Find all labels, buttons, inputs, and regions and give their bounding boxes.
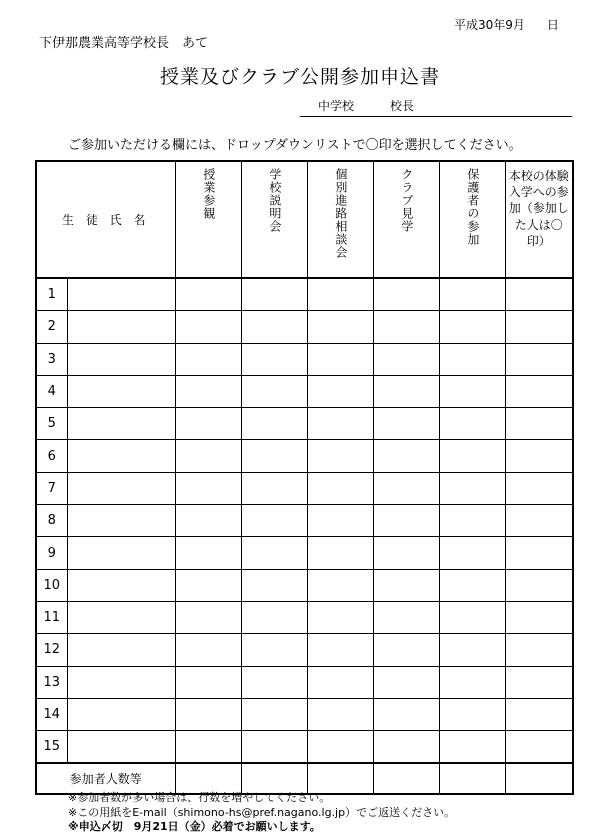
header-label: クラブ見学: [399, 168, 414, 233]
participation-select-cell[interactable]: [439, 731, 505, 764]
participation-select-cell[interactable]: [439, 343, 505, 375]
student-name-cell[interactable]: [67, 666, 175, 698]
participation-select-cell[interactable]: [505, 311, 573, 343]
header-trial-enrollment: 本校の体験入学への参加（参加した人は〇印）: [505, 161, 573, 278]
participation-select-cell[interactable]: [439, 666, 505, 698]
participation-select-cell[interactable]: [373, 343, 439, 375]
table-row: [36, 375, 573, 407]
note-line: ※この用紙をE-mail（shimono-hs@pref.nagano.lg.jp）でご返送ください。: [68, 805, 456, 819]
row-number: 10: [36, 569, 67, 601]
participation-select-cell[interactable]: [175, 634, 241, 666]
student-name-cell[interactable]: [67, 472, 175, 504]
header-career-consultation: [307, 161, 373, 278]
participation-select-cell[interactable]: [505, 408, 573, 440]
participation-select-cell[interactable]: [307, 278, 373, 311]
row-number: 14: [36, 698, 67, 730]
participation-select-cell[interactable]: [307, 731, 373, 764]
participation-select-cell[interactable]: [241, 569, 307, 601]
student-name-cell[interactable]: [67, 601, 175, 633]
participation-select-cell[interactable]: [241, 375, 307, 407]
participation-select-cell[interactable]: [373, 375, 439, 407]
participation-select-cell[interactable]: [373, 634, 439, 666]
note-line: ※参加者数が多い場合は、行数を増やしてください。: [68, 791, 331, 804]
instruction-text: ご参加いただける欄には、ドロップダウンリストで〇印を選択してください。: [68, 138, 522, 153]
student-name-cell[interactable]: [67, 698, 175, 730]
participation-select-cell[interactable]: [373, 472, 439, 504]
participation-select-cell[interactable]: [175, 440, 241, 472]
participation-select-cell[interactable]: [241, 731, 307, 764]
participation-select-cell[interactable]: [307, 601, 373, 633]
student-name-cell[interactable]: [67, 569, 175, 601]
participation-select-cell[interactable]: [307, 537, 373, 569]
principal-label: 校長: [390, 99, 415, 113]
header-label: 学校説明会: [267, 168, 282, 233]
table-row: [36, 440, 573, 472]
total-cell[interactable]: [373, 763, 439, 794]
participation-select-cell[interactable]: [439, 408, 505, 440]
participation-select-cell[interactable]: [373, 698, 439, 730]
date-text: 平成30年9月: [454, 18, 525, 32]
document-title: 授業及びクラブ公開参加申込書: [159, 66, 440, 88]
participation-select-cell[interactable]: [439, 278, 505, 311]
student-name-cell[interactable]: [67, 634, 175, 666]
row-number: 11: [36, 601, 67, 633]
student-name-cell[interactable]: [67, 505, 175, 537]
participation-select-cell[interactable]: [505, 634, 573, 666]
header-school-briefing: [241, 161, 307, 278]
participation-select-cell[interactable]: [307, 472, 373, 504]
participation-select-cell[interactable]: [307, 440, 373, 472]
total-label: 参加者人数等: [36, 763, 175, 794]
participation-select-cell[interactable]: [241, 311, 307, 343]
participation-select-cell[interactable]: [439, 472, 505, 504]
school-line: [318, 97, 414, 114]
participation-select-cell[interactable]: [241, 634, 307, 666]
header-label: 個別進路相談会: [333, 168, 348, 259]
participation-select-cell[interactable]: [175, 601, 241, 633]
participation-select-cell[interactable]: [241, 698, 307, 730]
participation-select-cell[interactable]: [241, 343, 307, 375]
row-number: 8: [36, 505, 67, 537]
participation-select-cell[interactable]: [175, 311, 241, 343]
participation-select-cell[interactable]: [241, 408, 307, 440]
student-name-cell[interactable]: [67, 408, 175, 440]
total-cell[interactable]: [175, 763, 241, 794]
participation-select-cell[interactable]: [307, 666, 373, 698]
participation-select-cell[interactable]: [175, 731, 241, 764]
total-cell[interactable]: [241, 763, 307, 794]
header-label: 保護者の参加: [465, 168, 480, 246]
participation-select-cell[interactable]: [241, 505, 307, 537]
participation-select-cell[interactable]: [175, 505, 241, 537]
participation-select-cell[interactable]: [373, 569, 439, 601]
participation-select-cell[interactable]: [439, 601, 505, 633]
day-label: 日: [546, 18, 559, 32]
participation-select-cell[interactable]: [373, 666, 439, 698]
row-number: 2: [36, 311, 67, 343]
participation-select-cell[interactable]: [241, 472, 307, 504]
total-cell[interactable]: [505, 763, 573, 794]
participation-select-cell[interactable]: [175, 537, 241, 569]
participation-select-cell[interactable]: [307, 408, 373, 440]
addressee: 下伊那農業高等学校長 あて: [39, 36, 209, 51]
table-row: [36, 343, 573, 375]
row-number: 4: [36, 375, 67, 407]
participation-select-cell[interactable]: [307, 311, 373, 343]
participation-select-cell[interactable]: [175, 375, 241, 407]
row-number: 13: [36, 666, 67, 698]
row-number: 9: [36, 537, 67, 569]
participation-select-cell[interactable]: [373, 601, 439, 633]
participation-select-cell[interactable]: [175, 472, 241, 504]
participation-select-cell[interactable]: [307, 505, 373, 537]
row-number: 15: [36, 731, 67, 764]
participation-select-cell[interactable]: [505, 731, 573, 764]
participation-select-cell[interactable]: [439, 311, 505, 343]
application-table: [35, 160, 574, 795]
student-name-cell[interactable]: [67, 343, 175, 375]
participation-select-cell[interactable]: [373, 505, 439, 537]
date-line: [454, 16, 559, 33]
table-row: [36, 731, 573, 764]
participation-select-cell[interactable]: [505, 569, 573, 601]
student-name-cell[interactable]: [67, 731, 175, 764]
participation-select-cell[interactable]: [373, 408, 439, 440]
participation-select-cell[interactable]: [505, 666, 573, 698]
participation-select-cell[interactable]: [241, 666, 307, 698]
participation-select-cell[interactable]: [439, 375, 505, 407]
participation-select-cell[interactable]: [307, 569, 373, 601]
student-name-cell[interactable]: [67, 537, 175, 569]
participation-select-cell[interactable]: [175, 278, 241, 311]
participation-select-cell[interactable]: [373, 537, 439, 569]
participation-select-cell[interactable]: [373, 440, 439, 472]
participation-select-cell[interactable]: [505, 472, 573, 504]
participation-select-cell[interactable]: [505, 375, 573, 407]
participation-select-cell[interactable]: [505, 601, 573, 633]
participation-select-cell[interactable]: [439, 569, 505, 601]
table-header-row: [36, 161, 573, 278]
participation-select-cell[interactable]: [505, 698, 573, 730]
header-guardian-participation: [439, 161, 505, 278]
student-name-cell[interactable]: [67, 311, 175, 343]
header-class-observation: [175, 161, 241, 278]
participation-select-cell[interactable]: [175, 666, 241, 698]
participation-select-cell[interactable]: [505, 505, 573, 537]
participation-select-cell[interactable]: [439, 634, 505, 666]
table-row: [36, 278, 573, 311]
participation-select-cell[interactable]: [505, 537, 573, 569]
participation-select-cell[interactable]: [373, 731, 439, 764]
participation-select-cell[interactable]: [307, 343, 373, 375]
participation-select-cell[interactable]: [307, 375, 373, 407]
student-name-cell[interactable]: [67, 278, 175, 311]
row-number: 12: [36, 634, 67, 666]
participation-select-cell[interactable]: [373, 278, 439, 311]
row-number: 6: [36, 440, 67, 472]
table-row: [36, 472, 573, 504]
participation-select-cell[interactable]: [241, 440, 307, 472]
participation-select-cell[interactable]: [241, 601, 307, 633]
header-club-observation: [373, 161, 439, 278]
table-row: [36, 666, 573, 698]
participation-select-cell[interactable]: [175, 343, 241, 375]
row-number: 5: [36, 408, 67, 440]
total-cell[interactable]: [307, 763, 373, 794]
participation-select-cell[interactable]: [175, 408, 241, 440]
participation-select-cell[interactable]: [439, 537, 505, 569]
header-label: 授業参観: [201, 168, 216, 220]
student-name-header: 生 徒 氏 名: [36, 161, 175, 278]
table-row: [36, 569, 573, 601]
row-number: 3: [36, 343, 67, 375]
student-name-cell[interactable]: [67, 375, 175, 407]
participation-select-cell[interactable]: [175, 698, 241, 730]
participation-select-cell[interactable]: [505, 278, 573, 311]
table-row: [36, 311, 573, 343]
note-line-deadline: ※申込〆切 9月21日（金）必着でお願いします。: [68, 820, 321, 833]
student-name-cell[interactable]: [67, 440, 175, 472]
table-row: [36, 601, 573, 633]
table-row: [36, 537, 573, 569]
participation-select-cell[interactable]: [175, 569, 241, 601]
notes: [68, 791, 455, 835]
participation-select-cell[interactable]: [241, 278, 307, 311]
participation-select-cell[interactable]: [241, 537, 307, 569]
participation-select-cell[interactable]: [439, 440, 505, 472]
table-row: [36, 408, 573, 440]
participation-select-cell[interactable]: [307, 634, 373, 666]
participation-select-cell[interactable]: [373, 311, 439, 343]
participation-select-cell[interactable]: [439, 698, 505, 730]
participation-select-cell[interactable]: [505, 343, 573, 375]
table-row: [36, 505, 573, 537]
row-number: 1: [36, 278, 67, 311]
total-row: [36, 763, 573, 794]
school-label: 中学校: [318, 99, 355, 113]
total-cell[interactable]: [439, 763, 505, 794]
participation-select-cell[interactable]: [439, 505, 505, 537]
row-number: 7: [36, 472, 67, 504]
table-row: [36, 698, 573, 730]
school-underline: [300, 116, 572, 117]
participation-select-cell[interactable]: [505, 440, 573, 472]
table-row: [36, 634, 573, 666]
participation-select-cell[interactable]: [307, 698, 373, 730]
